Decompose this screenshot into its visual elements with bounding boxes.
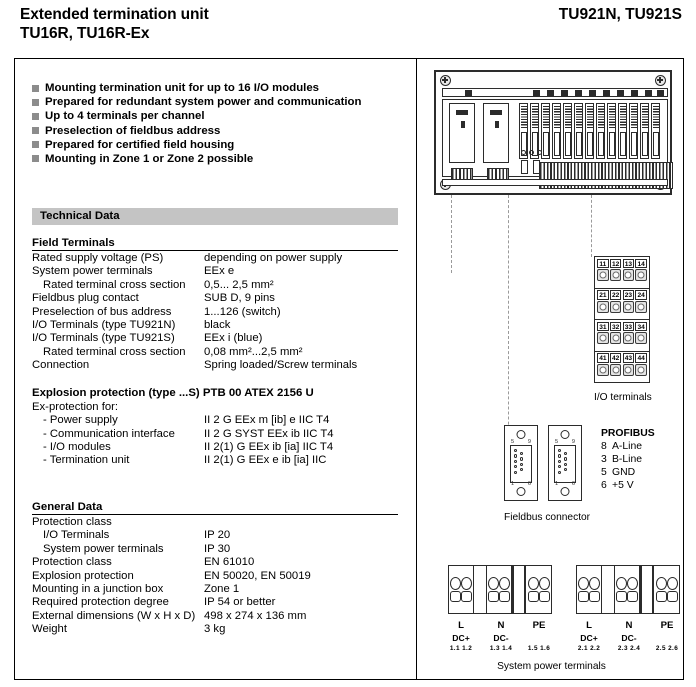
leader-line — [451, 195, 452, 273]
terminal-hole-icon — [635, 332, 647, 344]
spec-row: - Power supply II 2 G EEx m [ib] e IIC T4 — [43, 414, 330, 427]
pin-icon — [514, 454, 517, 457]
field-terminals-section: Field Terminals Rated supply voltage (PS) depending on power supply System power terminals EEx e Rated terminal cross section 0,5... 2,5 mm² Fieldbus plug contact SUB D, 9 pins Preselection of bus address 1...126 (switch) I/O Terminals (type TU921N) black I/O Terminals (type TU921S) EEx i (blue) Rated terminal cross section 0,08 mm²...2,5 mm² Connection Spring loaded/Screw terminals — [32, 237, 402, 373]
system-power-terminals-caption: System power terminals — [497, 661, 606, 672]
spec-row: - Communication interface II 2 G SYST EEx ib IIC T4 — [43, 427, 334, 440]
block-separator — [474, 566, 487, 613]
pin-icon — [558, 471, 561, 474]
io-module — [640, 103, 649, 159]
spec-row: Rated terminal cross section 0,08 mm²...2,5 mm² — [43, 345, 303, 358]
io-module-pins — [543, 106, 549, 128]
spec-row: - I/O modules II 2(1) G EEx ib [ia] IIC T4 — [43, 440, 334, 453]
pin-icon — [558, 460, 561, 463]
io-module-face — [543, 132, 549, 156]
terminal-hole-icon — [627, 577, 638, 590]
pin-icon — [520, 468, 523, 471]
pin-icon — [564, 463, 567, 466]
bullet-square-icon — [32, 155, 39, 162]
io-module-pins — [521, 106, 527, 128]
io-terminal-labels: 31 32 33 34 — [595, 320, 649, 331]
pin-icon — [520, 457, 523, 460]
pin-icon — [514, 449, 517, 452]
terminal-hole-icon — [635, 301, 647, 313]
list-item: Mounting termination unit for up to 16 I/O modules — [32, 81, 412, 95]
fieldbus-connector-caption: Fieldbus connector — [504, 512, 591, 523]
rail-tab — [617, 90, 624, 96]
terminal-hole-icon — [488, 591, 499, 602]
pin-icon — [514, 465, 517, 468]
io-module-pins — [532, 106, 538, 128]
dsub-connector: 5 9 1 6 — [548, 425, 582, 501]
dsub-connector: 5 9 1 6 — [504, 425, 538, 501]
io-module-face — [631, 132, 637, 156]
page-title-line1: Extended termination unit — [20, 6, 209, 23]
spec-row: Fieldbus plug contact SUB D, 9 pins — [32, 292, 275, 305]
spec-row: Protection class — [32, 516, 112, 528]
terminal-hole-icon — [528, 577, 539, 590]
terminal-hole-icon — [499, 577, 510, 590]
terminal-hole-icon — [597, 269, 609, 281]
bullet-square-icon — [32, 99, 39, 106]
io-terminal-holes — [595, 268, 649, 281]
terminal-hole-icon — [635, 269, 647, 281]
list-item: Preselection of fieldbus address — [32, 124, 412, 138]
io-module-pins — [642, 106, 648, 128]
pin-icon — [564, 452, 567, 455]
page-header — [0, 0, 696, 56]
device-body — [442, 99, 668, 177]
io-terminal-labels: 41 42 43 44 — [595, 352, 649, 363]
terminal-hole-icon — [597, 301, 609, 313]
io-module — [651, 103, 660, 159]
terminal-hole-icon — [539, 591, 550, 602]
model-numbers: TU921N, TU921S — [558, 6, 682, 23]
terminal-hole-icon — [528, 591, 539, 602]
io-terminal-labels: 21 22 23 24 — [595, 289, 649, 300]
io-terminal-labels: 11 12 13 14 — [595, 257, 649, 268]
rail-tab — [575, 90, 582, 96]
bullet-square-icon — [32, 113, 39, 120]
terminal-hole-icon — [578, 577, 589, 590]
section-divider — [32, 514, 398, 515]
terminal-hole-icon — [610, 332, 622, 344]
bullet-square-icon — [32, 85, 39, 92]
io-terminals-caption: I/O terminals — [594, 392, 652, 403]
list-item: Up to 4 terminals per channel — [32, 109, 412, 123]
rail-tab — [631, 90, 638, 96]
connector-pins — [558, 449, 567, 474]
io-module — [618, 103, 627, 159]
bullet-square-icon — [32, 127, 39, 134]
terminal-hole-icon — [499, 591, 510, 602]
spec-row: Rated supply voltage (PS) depending on power supply — [32, 252, 343, 264]
connector-screw-icon — [517, 487, 526, 496]
io-module-pins — [598, 106, 604, 128]
terminal-hole-icon — [539, 577, 550, 590]
pin-icon — [558, 465, 561, 468]
io-terminal-group — [595, 320, 649, 352]
io-module-pins — [653, 106, 659, 128]
terminal-hole-icon — [578, 591, 589, 602]
io-module-face — [609, 132, 615, 156]
io-module-pins — [631, 106, 637, 128]
io-terminal-holes — [595, 363, 649, 376]
spec-row: External dimensions (W x H x D) 498 x 274 x 136 mm — [32, 609, 307, 622]
connector-screw-icon — [517, 430, 526, 439]
io-module-face — [587, 132, 593, 156]
io-module — [574, 103, 583, 159]
spec-row: - Termination unit II 2(1) G EEx e ib [ia] IIC — [43, 454, 327, 467]
io-terminal-holes — [595, 300, 649, 313]
spec-row: I/O Terminals IP 20 — [43, 529, 231, 542]
connector-pins — [514, 449, 523, 474]
spec-row: Mounting in a junction box Zone 1 — [32, 582, 240, 595]
terminal-hole-icon — [623, 269, 635, 281]
terminal-pair — [449, 566, 474, 613]
general-data-section: General Data Protection class I/O Terminals IP 20 System power terminals IP 30 Protection class EN 61010 Explosion protection EN 50020, EN 50019 Mounting in a junction box Zone 1 Required protection degree IP 54 or better External dimensions (W x H x D) 498 x 274 x 136 mm Weight 3 kg — [32, 501, 402, 637]
terminal-hole-icon — [610, 364, 622, 376]
page-title-line2: TU16R, TU16R-Ex — [20, 25, 150, 42]
terminal-pair — [526, 566, 551, 613]
spec-row: I/O Terminals (type TU921S) EEx i (blue) — [32, 332, 263, 345]
io-module-pins — [565, 106, 571, 128]
rail-tab — [533, 90, 540, 96]
connector-screw-icon — [561, 430, 570, 439]
spec-row: Rated terminal cross section 0,5... 2,5 mm² — [43, 278, 274, 291]
io-module — [563, 103, 572, 159]
terminal-hole-icon — [616, 591, 627, 602]
module-led-icon — [490, 110, 502, 115]
io-module-face — [565, 132, 571, 156]
indicator-led-icon — [537, 150, 542, 155]
io-module-pins — [554, 106, 560, 128]
terminal-hole-icon — [597, 332, 609, 344]
profibus-pin-row: 3 B-Line — [601, 454, 643, 465]
io-terminal-holes — [595, 331, 649, 344]
terminal-pair — [654, 566, 679, 613]
rail-tab — [547, 90, 554, 96]
connector-shell — [510, 445, 532, 483]
io-module — [541, 103, 550, 159]
pin-column — [558, 449, 561, 474]
terminal-hole-icon — [627, 591, 638, 602]
system-power-terminals-diagram — [448, 565, 680, 617]
list-item: Prepared for certified field housing — [32, 138, 412, 152]
io-module-pins — [576, 106, 582, 128]
terminal-hole-icon — [461, 591, 472, 602]
spec-row: Protection class EN 61010 — [32, 556, 255, 569]
mounting-screw-icon — [655, 75, 666, 86]
fieldbus-connectors — [504, 425, 588, 503]
terminal-hole-icon — [589, 591, 600, 602]
terminal-hole-icon — [656, 591, 667, 602]
block-separator — [512, 566, 526, 613]
terminal-hole-icon — [667, 591, 678, 602]
spec-row: Weight 3 kg — [32, 623, 226, 636]
io-module-pins — [609, 106, 615, 128]
io-module — [629, 103, 638, 159]
feature-list — [32, 81, 412, 166]
pin-column — [564, 452, 567, 474]
io-module — [552, 103, 561, 159]
rail-tab — [589, 90, 596, 96]
connector-shell — [554, 445, 576, 483]
section-divider — [32, 250, 398, 251]
power-terminal-block — [448, 565, 552, 614]
explosion-protection-section: Explosion protection (type ...S) PTB 00 ATEX 2156 U Ex-protection for: - Power supply II 2 G EEx m [ib] e IIC T4 - Communication interface II 2 G SYST EEx ib IIC T4 - I/O modules II 2(1) G EEx ib [ia] IIC T4 - Termination unit II 2(1) G EEx e ib [ia] IIC — [32, 387, 402, 468]
terminal-pair — [487, 566, 512, 613]
top-rail — [442, 88, 668, 97]
power-terminal-block — [576, 565, 680, 614]
terminal-hole-icon — [610, 301, 622, 313]
io-terminals-diagram — [594, 256, 650, 383]
bullet-square-icon — [32, 141, 39, 148]
pin-icon — [564, 457, 567, 460]
rail-tab — [645, 90, 652, 96]
technical-data-header: Technical Data — [32, 208, 398, 225]
power-supply-module — [449, 103, 475, 163]
io-module — [607, 103, 616, 159]
module-led-icon — [456, 110, 468, 115]
spec-row: Preselection of bus address 1...126 (switch) — [32, 305, 281, 318]
terminal-hole-icon — [450, 591, 461, 602]
spec-row: Explosion protection EN 50020, EN 50019 — [32, 569, 311, 582]
block-separator — [602, 566, 615, 613]
terminal-hole-icon — [589, 577, 600, 590]
pin-icon — [514, 460, 517, 463]
terminal-pair — [615, 566, 640, 613]
spec-row: Required protection degree IP 54 or better — [32, 596, 276, 609]
profibus-pin-row: 5 GND — [601, 467, 636, 478]
terminal-hole-icon — [623, 332, 635, 344]
rail-tab — [657, 90, 664, 96]
mounting-screw-icon — [440, 75, 451, 86]
pin-column — [520, 452, 523, 474]
terminal-hole-icon — [610, 269, 622, 281]
io-module-pins — [620, 106, 626, 128]
content-frame — [14, 58, 684, 680]
rail-tab — [603, 90, 610, 96]
termination-unit-drawing — [434, 70, 672, 195]
terminal-hole-icon — [488, 577, 499, 590]
explosion-protection-heading: Explosion protection (type ...S) PTB 00 ATEX 2156 U — [32, 387, 314, 399]
io-module-pins — [587, 106, 593, 128]
list-item: Prepared for redundant system power and communication — [32, 95, 412, 109]
pin-icon — [564, 468, 567, 471]
indicator-led-icon — [529, 150, 534, 155]
io-module-face — [620, 132, 626, 156]
io-module-face — [576, 132, 582, 156]
spec-row: Connection Spring loaded/Screw terminals — [32, 359, 358, 372]
power-supply-module — [483, 103, 509, 163]
terminal-hole-icon — [450, 577, 461, 590]
pin-icon — [558, 449, 561, 452]
spec-row: I/O Terminals (type TU921N) black — [32, 318, 231, 331]
connector-screw-icon — [561, 487, 570, 496]
terminal-hole-icon — [461, 577, 472, 590]
page-title — [20, 5, 209, 43]
module-marker-icon — [461, 121, 465, 128]
pin-icon — [558, 454, 561, 457]
terminal-hole-icon — [623, 301, 635, 313]
io-module-face — [554, 132, 560, 156]
spec-row: System power terminals EEx e — [32, 265, 235, 278]
io-terminal-group — [595, 352, 649, 384]
terminal-hole-icon — [623, 364, 635, 376]
terminal-hole-icon — [667, 577, 678, 590]
terminal-pair — [577, 566, 602, 613]
pin-icon — [514, 471, 517, 474]
terminal-hole-icon — [656, 577, 667, 590]
leader-line — [591, 195, 592, 257]
profibus-pin-row: 8 A-Line — [601, 441, 643, 452]
block-separator — [640, 566, 654, 613]
module-marker-icon — [495, 121, 499, 128]
terminal-hole-icon — [597, 364, 609, 376]
profibus-pinout: PROFIBUS 8 A-Line 3 B-Line 5 GND 6 +5 V — [601, 428, 655, 491]
io-terminal-group — [595, 289, 649, 321]
pin-column — [514, 449, 517, 474]
spec-row: System power terminals IP 30 — [43, 542, 231, 555]
io-module-face — [653, 132, 659, 156]
specifications-column — [15, 59, 416, 679]
address-switch-icon — [521, 160, 528, 174]
io-module — [585, 103, 594, 159]
pin-icon — [520, 463, 523, 466]
io-module-face — [598, 132, 604, 156]
illustrations-column: 11 12 13 14 21 22 23 24 31 32 33 34 41 42 43 44 I/O terminals 5 9 1 6 5 9 1 6 PROFIBUS 8 A-Line 3 B-Line 5 GND 6 +5 V Fieldbus connector L N PE DC+ DC- 1.1 1.2 1.3 1.4 1.5 1.6 L N PE DC+ DC- 2.1 2.2 2.3 2.4 2.5 2.6 System power terminals — [418, 59, 685, 679]
terminal-hole-icon — [635, 364, 647, 376]
rail-tab — [465, 90, 472, 96]
rail-tab — [561, 90, 568, 96]
pin-icon — [520, 452, 523, 455]
bottom-rail — [442, 179, 668, 186]
indicator-led-icon — [521, 150, 526, 155]
profibus-pin-row: 6 +5 V — [601, 480, 634, 491]
io-module — [596, 103, 605, 159]
io-module-face — [642, 132, 648, 156]
terminal-hole-icon — [616, 577, 627, 590]
io-terminal-group — [595, 257, 649, 289]
list-item: Mounting in Zone 1 or Zone 2 possible — [32, 152, 412, 166]
